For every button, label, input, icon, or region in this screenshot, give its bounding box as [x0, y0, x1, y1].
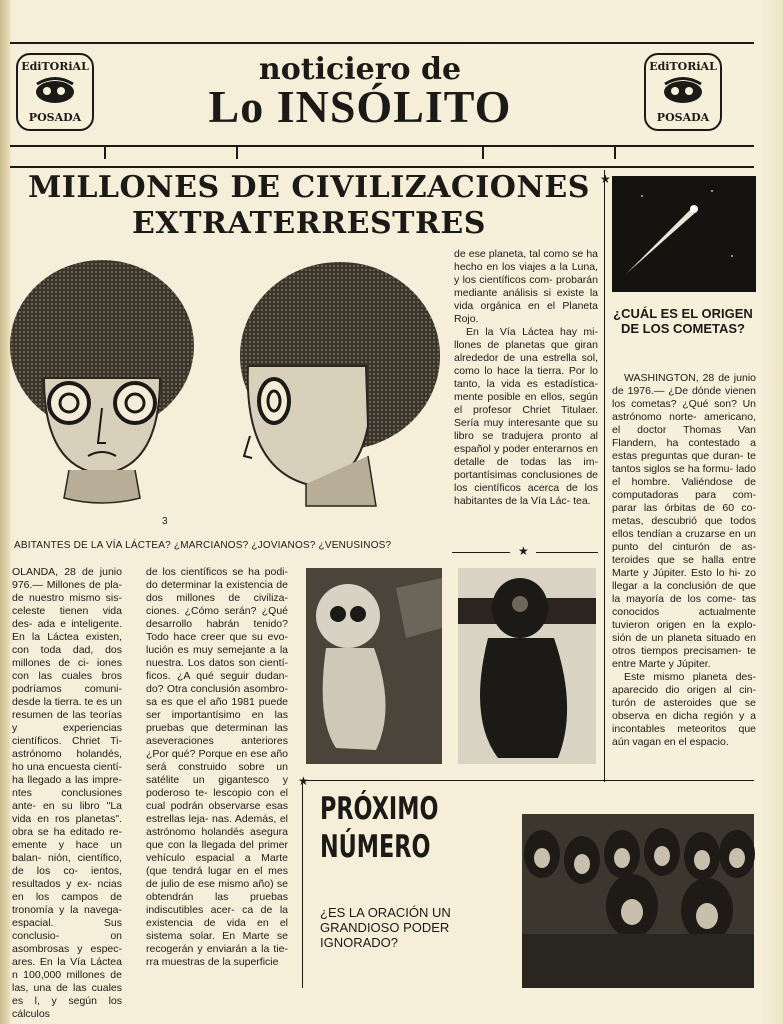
column-1-text: OLANDA, 28 de junio 976.— Millones de pla- de nuestro mismo sis- celeste tienen vida des- ada e inteligente. En la Láctea existen, con toda dad, dos millones de ci- iones con las cuales bros podríamos comuni- desde la tierra. te es un resumen de las teorías y experiencias científicos. Chriet Ti- astrónomo holandés, ho una encuesta cientí- ha llegado a las impre- ntes conclusiones ante- en su libro "La vida en ros planetas". obra se ha editado re- emente y hace un balan- nión, científico, de los co- ientos, resultados y ex- ncias en los campos de tronomía y la navega- espacial. Sus conclusio- on asombrosas y espec- ares. En la Vía Láctea n 100,000 millones de las, una de las cuales es l, y según los cálculos: [12, 566, 122, 1020]
article-column-3: [454, 248, 598, 538]
publisher-badge-right: [644, 53, 722, 131]
next-issue-question: ¿ES LA ORACIÓN UN GRANDIOSO PODER IGNORADO?: [320, 905, 451, 950]
praying-women-photo: [522, 814, 754, 988]
column-3-paragraph-1: de ese planeta, tal como se ha hecho en los viajes a la Luna, y los científicos com- probarán mediante análisis si existe la vida orgánica en el Planeta Rojo.: [454, 248, 598, 325]
tick: [482, 145, 484, 159]
badge-bottom-text: POSADA: [28, 111, 82, 124]
next-issue-line-2: NÚMERO: [320, 829, 431, 865]
comet-photo: [612, 176, 756, 292]
tick: [236, 145, 238, 159]
masthead-title: Lo INSÓLITO: [208, 81, 512, 132]
masthead-rule: [10, 145, 754, 147]
headline-line-1: MILLONES DE CIVILIZACIONES: [28, 170, 590, 205]
star-icon: ★: [518, 544, 529, 558]
section-divider: [302, 780, 754, 781]
publisher-badge-left: [16, 53, 94, 131]
sidebar-paragraph-2: Este mismo planeta des- aparecido dio origen al cin- turón de asteroides que se observa en dicha región y a incontables meteoritos que aún vagan en el espacio.: [612, 671, 756, 748]
next-issue-line-1: PRÓXIMO: [320, 791, 439, 827]
next-issue-heading: [320, 790, 438, 866]
comet-icon: [612, 176, 756, 292]
alien-illustration-profile: [236, 256, 442, 514]
praying-women-icon: [522, 814, 754, 988]
star-icon: ★: [298, 774, 309, 788]
tick: [614, 145, 616, 159]
alien-illustration-front: [14, 258, 200, 520]
column-divider: [604, 170, 605, 782]
article-column-2: [146, 566, 288, 990]
tick: [104, 145, 106, 159]
star-icon: ★: [600, 172, 611, 186]
badge-bottom-text: POSADA: [656, 111, 710, 124]
column-2-text: de los científicos se ha podi- do determinar la existencia de dos millones de civiliza- ciones. ¿Cómo serán? ¿Qué desarrollo habrán tenido? Todo hace creer que su evo- lución es muy semejante a la nuestra. Los datos son cientí- ficos. ¿A qué seguir dudan- do? Otra conclusión asombro- sa es que el año 1981 puede ser importantísimo en las pruebas que determinan las aseveraciones anteriores ¿Por qué? Porque en ese año será construido sobre un satélite un gigantesco y poderoso te- lescopio con el cual podrán observarse esas estrellas leja- nas. Además, el astrónomo holandés asegura que con la llegada del primer vehículo espacial a Marte (que tendrá lugar en el mes de julio de ese mismo año) se obtendrán las pruebas indiscutibles acer- ca de la existencia de vida en el sistema solar. En Marte se recogerán y enviarán a la tie- rra muestras de la superficie: [146, 566, 288, 968]
sidebar-column: [612, 372, 756, 772]
headline-line-2: EXTRATERRESTRES: [132, 206, 486, 241]
separator-line: [536, 552, 598, 553]
article-column-1: [12, 566, 122, 1020]
image-caption: ABITANTES DE LA VÍA LÁCTEA? ¿MARCIANOS? ¿JOVIANOS? ¿VENUSINOS?: [14, 540, 392, 551]
publisher-logo-icon: [659, 75, 707, 107]
alien-figure-icon: [458, 568, 596, 764]
badge-top-text: EdiTORiAL: [21, 60, 89, 73]
page-spine-shadow: [0, 0, 10, 1024]
image-number: 3: [162, 516, 168, 527]
column-3-paragraph-2: En la Vía Láctea hay mi- llones de planetas que giran alrededor de una estrella sol, como lo hace la tierra. Por lo tanto, la vida es estadística- mente posible en ellos, según el profesor Chriet Titulaer. Sería muy interesante que su libro se tradujera pronto al español y poder enterarnos en detalle de todas las im- portantísimas conclusiones de los científicos acerca de los habitantes de la Vía Lác- tea.: [454, 326, 598, 507]
top-rule: [10, 42, 754, 44]
alien-photo-2: [458, 568, 596, 764]
section-divider-vertical: [302, 780, 303, 988]
alien-photo-1: [306, 568, 442, 764]
sidebar-title: ¿CUÁL ES EL ORIGEN DE LOS COMETAS?: [613, 306, 753, 336]
badge-top-text: EdiTORiAL: [649, 60, 717, 73]
article-headline: [14, 170, 604, 242]
masthead-subtitle: noticiero de: [258, 52, 462, 87]
publisher-logo-icon: [31, 75, 79, 107]
masthead-rule-lower: [10, 166, 754, 168]
separator-line: [452, 552, 510, 553]
alien-figure-icon: [306, 568, 442, 764]
sidebar-paragraph-1: WASHINGTON, 28 de junio de 1976.— ¿De dónde vienen los cometas? ¿Qué son? Un astrónomo norte- americano, el doctor Thomas Van Flandern, ha contestado a estas preguntas que duran- te tantos siglos se ha formu- lado el hombre. Valiéndose de computadoras para com- parar las órbitas de 60 co- metas, descubrió que todos ellos tendían a cruzarse en un punto del cinturón de as- teroides que se halla entre Marte y Júpiter. Esto lo hi- zo llegar a la conclusión de que la mayoría de los come- tas conocidos actualmente tuvieron origen en la explo- sión de un planeta situado en otros tiempos precisamen- te entre Marte y Júpiter.: [612, 372, 756, 670]
